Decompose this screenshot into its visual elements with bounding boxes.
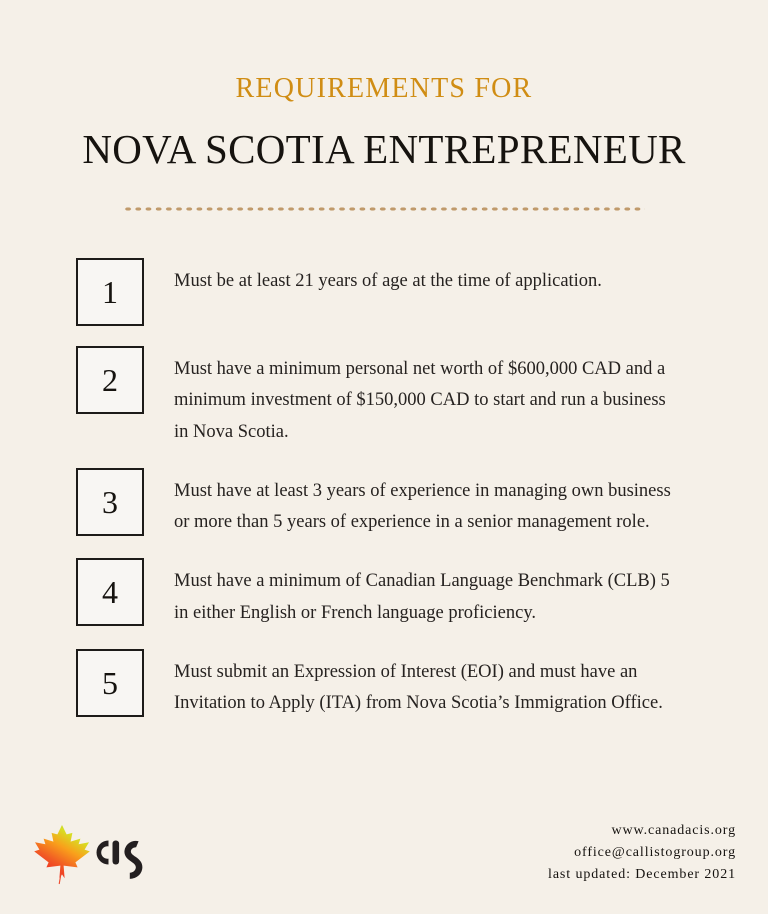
brand-logo bbox=[28, 821, 152, 885]
last-updated-text: last updated: December 2021 bbox=[548, 867, 736, 883]
number-badge bbox=[76, 649, 144, 717]
poster-footer bbox=[0, 810, 768, 896]
list-item bbox=[76, 558, 708, 629]
requirement-text: Must submit an Expression of Interest (EOI) and must have an Invitation to Apply (ITA) from Nova Scotia’s Immigration Office. bbox=[174, 661, 663, 713]
list-item bbox=[76, 258, 708, 326]
requirement-text: Must have a minimum personal net worth of $600,000 CAD and a minimum investment of $150,000 CAD to start and run a business in Nova Scotia. bbox=[174, 359, 666, 442]
number-badge-label: 2 bbox=[102, 362, 118, 398]
requirement-text: Must have at least 3 years of experience in managing own business or more than 5 years of experience in a senior management role. bbox=[174, 480, 671, 532]
number-badge bbox=[76, 468, 144, 536]
poster-header bbox=[0, 0, 768, 212]
number-badge bbox=[76, 258, 144, 326]
requirement-text: Must have a minimum of Canadian Language Benchmark (CLB) 5 in either English or French language proficiency. bbox=[174, 571, 670, 623]
divider-wrapper bbox=[0, 206, 768, 212]
list-item bbox=[76, 468, 708, 539]
list-item bbox=[76, 346, 708, 448]
logo-svg bbox=[28, 821, 152, 885]
requirement-text: Must be at least 21 years of age at the time of application. bbox=[174, 271, 602, 291]
number-badge-label: 5 bbox=[102, 664, 118, 701]
dotted-divider bbox=[123, 206, 645, 212]
page-title: NOVA SCOTIA ENTREPRENEUR bbox=[82, 125, 686, 172]
maple-leaf-icon bbox=[34, 825, 90, 884]
number-badge-label: 1 bbox=[102, 274, 118, 310]
number-badge bbox=[76, 346, 144, 414]
contact-block bbox=[548, 820, 736, 886]
logo-wordmark bbox=[97, 841, 143, 879]
page-eyebrow: REQUIREMENTS FOR bbox=[235, 73, 533, 104]
requirements-list bbox=[76, 258, 708, 739]
email-text: office@callistogroup.org bbox=[574, 844, 736, 860]
number-badge bbox=[76, 558, 144, 626]
website-text: www.canadacis.org bbox=[611, 822, 736, 838]
number-badge-label: 3 bbox=[102, 483, 118, 520]
list-item bbox=[76, 649, 708, 720]
number-badge-label: 4 bbox=[102, 574, 118, 611]
